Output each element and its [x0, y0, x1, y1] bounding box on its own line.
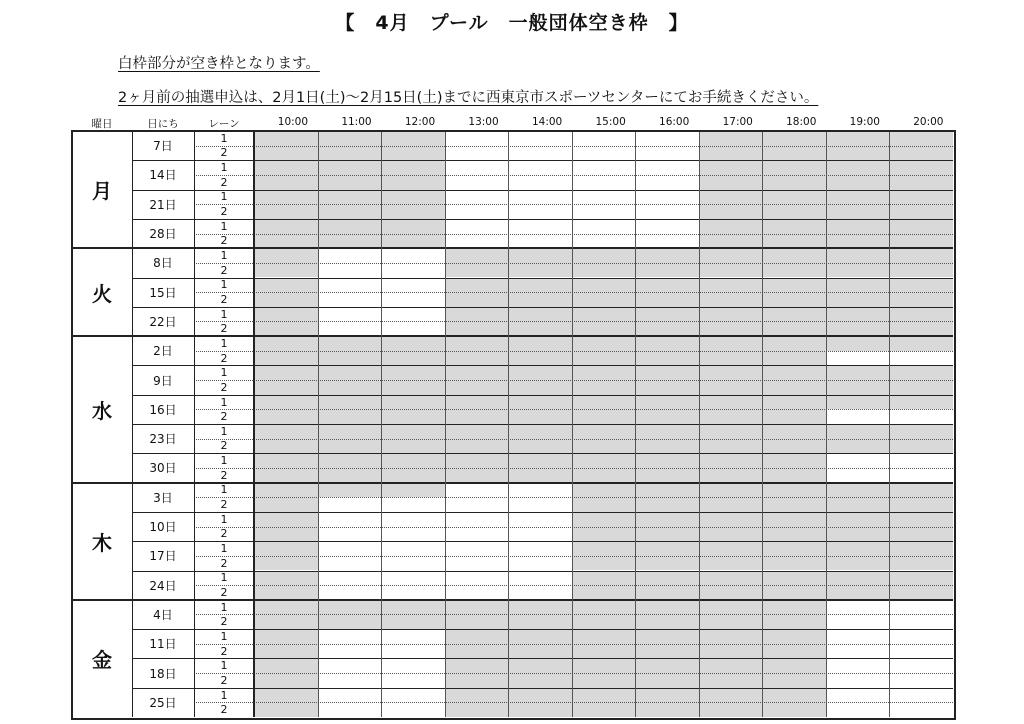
page-title: 【 4月 プール 一般団体空き枠 】 [335, 12, 689, 34]
date-label: 30日 [149, 461, 177, 476]
lane-number: 1 [220, 542, 228, 555]
lane-number: 1 [220, 454, 228, 468]
lane-number: 2 [220, 351, 228, 365]
lane-number: 1 [220, 161, 228, 175]
date-label: 22日 [149, 314, 177, 329]
date-label: 2日 [153, 344, 173, 359]
date-label: 25日 [149, 695, 177, 710]
date-label: 23日 [149, 432, 177, 447]
time-header: 12:00 [404, 116, 436, 128]
lane-number: 1 [220, 600, 228, 614]
weekday-label: 金 [92, 647, 112, 672]
lane-number: 1 [220, 424, 228, 438]
date-label: 3日 [153, 490, 173, 505]
time-header: 19:00 [849, 116, 880, 128]
time-header: 17:00 [722, 116, 753, 128]
lane-number: 2 [220, 615, 228, 629]
date-label: 16日 [149, 402, 177, 417]
lane-number: 1 [220, 336, 228, 350]
time-header: 16:00 [659, 116, 690, 128]
lane-number: 1 [220, 483, 228, 497]
lane-number: 2 [220, 585, 228, 599]
date-label: 21日 [149, 197, 177, 212]
time-header: 10:00 [277, 116, 309, 128]
lane-number: 1 [220, 190, 228, 204]
date-label: 9日 [153, 373, 173, 388]
lane-number: 2 [220, 234, 228, 248]
lane-number: 2 [220, 380, 228, 394]
lane-number: 1 [220, 249, 228, 262]
lane-number: 1 [220, 512, 228, 526]
lane-number: 1 [220, 131, 228, 145]
lane-number: 2 [220, 292, 228, 306]
weekday-label: 木 [92, 530, 112, 555]
lane-number: 2 [220, 527, 228, 541]
time-header: 14:00 [531, 116, 563, 128]
lane-number: 1 [220, 278, 228, 292]
lane-number: 1 [220, 659, 228, 673]
lane-number: 1 [220, 629, 228, 643]
lane-number: 1 [220, 571, 228, 585]
lane-number: 2 [220, 498, 228, 512]
time-header: 18:00 [786, 116, 817, 128]
header-lane: レーン [208, 118, 240, 130]
date-label: 8日 [153, 256, 173, 271]
lane-number: 2 [220, 673, 228, 687]
date-label: 10日 [149, 520, 177, 535]
weekday-label: 水 [92, 398, 112, 423]
date-label: 18日 [149, 666, 177, 681]
lane-number: 2 [220, 703, 228, 717]
time-header: 11:00 [341, 116, 372, 128]
lane-number: 2 [220, 175, 228, 189]
legend-note: 白枠部分が空き枠となります。 [118, 56, 320, 72]
date-label: 28日 [149, 227, 177, 242]
lane-number: 1 [220, 219, 228, 233]
header-day: 曜日 [91, 118, 113, 130]
header-date: 日にち [147, 118, 179, 130]
lane-number: 1 [220, 366, 228, 380]
lane-number: 2 [220, 263, 228, 277]
date-label: 4日 [153, 607, 173, 622]
date-label: 14日 [149, 168, 177, 183]
lane-number: 2 [220, 410, 228, 424]
weekday-label: 火 [92, 281, 112, 306]
lane-number: 1 [220, 688, 228, 702]
lane-number: 2 [220, 468, 228, 482]
lane-number: 2 [220, 205, 228, 219]
time-header: 13:00 [468, 116, 499, 128]
lane-number: 1 [220, 307, 228, 321]
date-label: 24日 [149, 578, 177, 593]
lane-number: 2 [220, 556, 228, 570]
table-border [71, 130, 956, 720]
date-label: 7日 [153, 139, 173, 154]
lane-number: 2 [220, 146, 228, 160]
date-label: 15日 [149, 285, 177, 300]
lane-number: 1 [220, 395, 228, 409]
lane-number: 2 [220, 322, 228, 336]
time-header: 20:00 [913, 116, 944, 128]
weekday-label: 月 [92, 179, 112, 204]
application-note: 2ヶ月前の抽選申込は、2月1日(土)～2月15日(土)までに西東京市スポーツセンターにてお手続きください。 [118, 90, 819, 106]
time-header: 15:00 [595, 116, 626, 128]
date-label: 11日 [149, 637, 177, 652]
lane-number: 2 [220, 644, 228, 658]
lane-number: 2 [220, 439, 228, 453]
date-label: 17日 [149, 549, 177, 564]
